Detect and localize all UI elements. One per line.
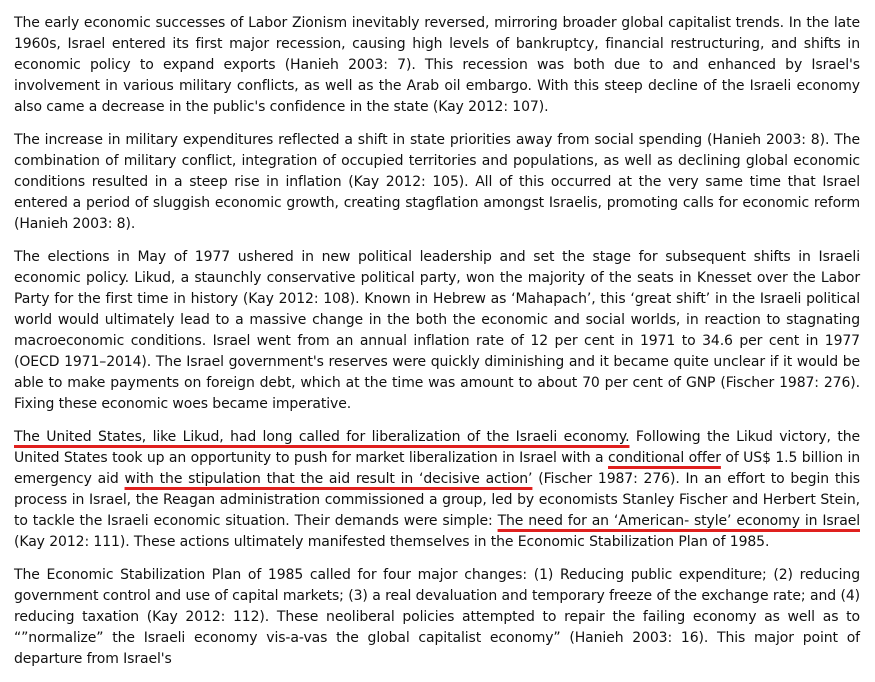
paragraph-us-liberalization xyxy=(14,427,860,553)
paragraph-labor-zionism: The early economic successes of Labor Zionism inevitably reversed, mirroring broader global capitalist trends. In the late 1960s, Israel entered its first major recession, causing high levels of bankruptcy, financial restructuring, and shifts in economic policy to expand exports (Hanieh 2003: 7). This recession was both due to and enhanced by Israel's involvement in various military conflicts, as well as the Arab oil embargo. With this steep decline of the Israeli economy also came a decrease in the public's confidence in the state (Kay 2012: 107). xyxy=(14,15,860,115)
paragraph-stabilization-plan: The Economic Stabilization Plan of 1985 called for four major changes: (1) Reducing public expenditure; (2) reducing government control and use of capital markets; (3) a real devaluation and temporary freeze of the exchange rate; and (4) reducing taxation (Kay 2012: 112). These neoliberal policies attempted to repair the failing economy as well as to “”normalize” the Israeli economy vis-a-vas the global capitalist economy” (Hanieh 2003: 16). This major point of departure from Israel's xyxy=(14,567,860,667)
underlined-phrase-conditional-offer: conditional offer xyxy=(608,450,721,466)
underlined-phrase-us-like-likud: The United States, like Likud, had long called for liberalization of the Israeli economy. xyxy=(14,429,630,445)
paragraph-military-expenditures: The increase in military expenditures reflected a shift in state priorities away from social spending (Hanieh 2003: 8). The combination of military conflict, integration of occupied territories and populations, as well as declining global economic conditions resulted in a steep rise in inflation (Kay 2012: 105). All of this occurred at the very same time that Israel entered a period of sluggish economic growth, creating stagflation amongst Israelis, promoting calls for economic reform (Hanieh 2003: 8). xyxy=(14,132,860,232)
underlined-phrase-american-style-economy: The need for an ‘American- style’ economy in Israel xyxy=(497,513,860,529)
text-run: (Kay 2012: 111). These actions ultimately manifested themselves in the Economic Stabilization Plan of 1985. xyxy=(14,534,770,550)
text-run: (Fischer 1987: 276). In an effort to begin this process in Israel, the Reagan administration commissioned a group, led by economists Stanley Fischer and Herbert Stein, to tackle the Israeli economic situation. Their demands were simple: xyxy=(14,471,860,529)
text-run: of US$ 1.5 billion in emergency aid xyxy=(14,450,861,487)
paragraph-1977-elections: The elections in May of 1977 ushered in new political leadership and set the stage for subsequent shifts in Israeli economic policy. Likud, a staunchly conservative political party, won the majority of the seats in Knesset over the Labor Party for the first time in history (Kay 2012: 108). Known in Hebrew as ‘Mahapach’, this ‘great shift’ in the Israeli political world would ultimately lead to a massive change in the both the economic and social worlds, in reaction to stagnating macroeconomic conditions. Israel went from an annual inflation rate of 12 per cent in 1971 to 34.6 per cent in 1977 (OECD 1971–2014). The Israel government's reserves were quickly diminishing and it became quite unclear if it would be able to make payments on foreign debt, which at the time was amount to about 70 per cent of GNP (Fischer 1987: 276). Fixing these economic woes became imperative. xyxy=(14,249,860,412)
document-body xyxy=(14,13,860,682)
text-run: Following the Likud victory, the United States took up an opportunity to push for market liberalization in Israel with a xyxy=(14,429,860,466)
underlined-phrase-stipulation: with the stipulation that the aid result in ‘decisive action’ xyxy=(124,471,533,487)
